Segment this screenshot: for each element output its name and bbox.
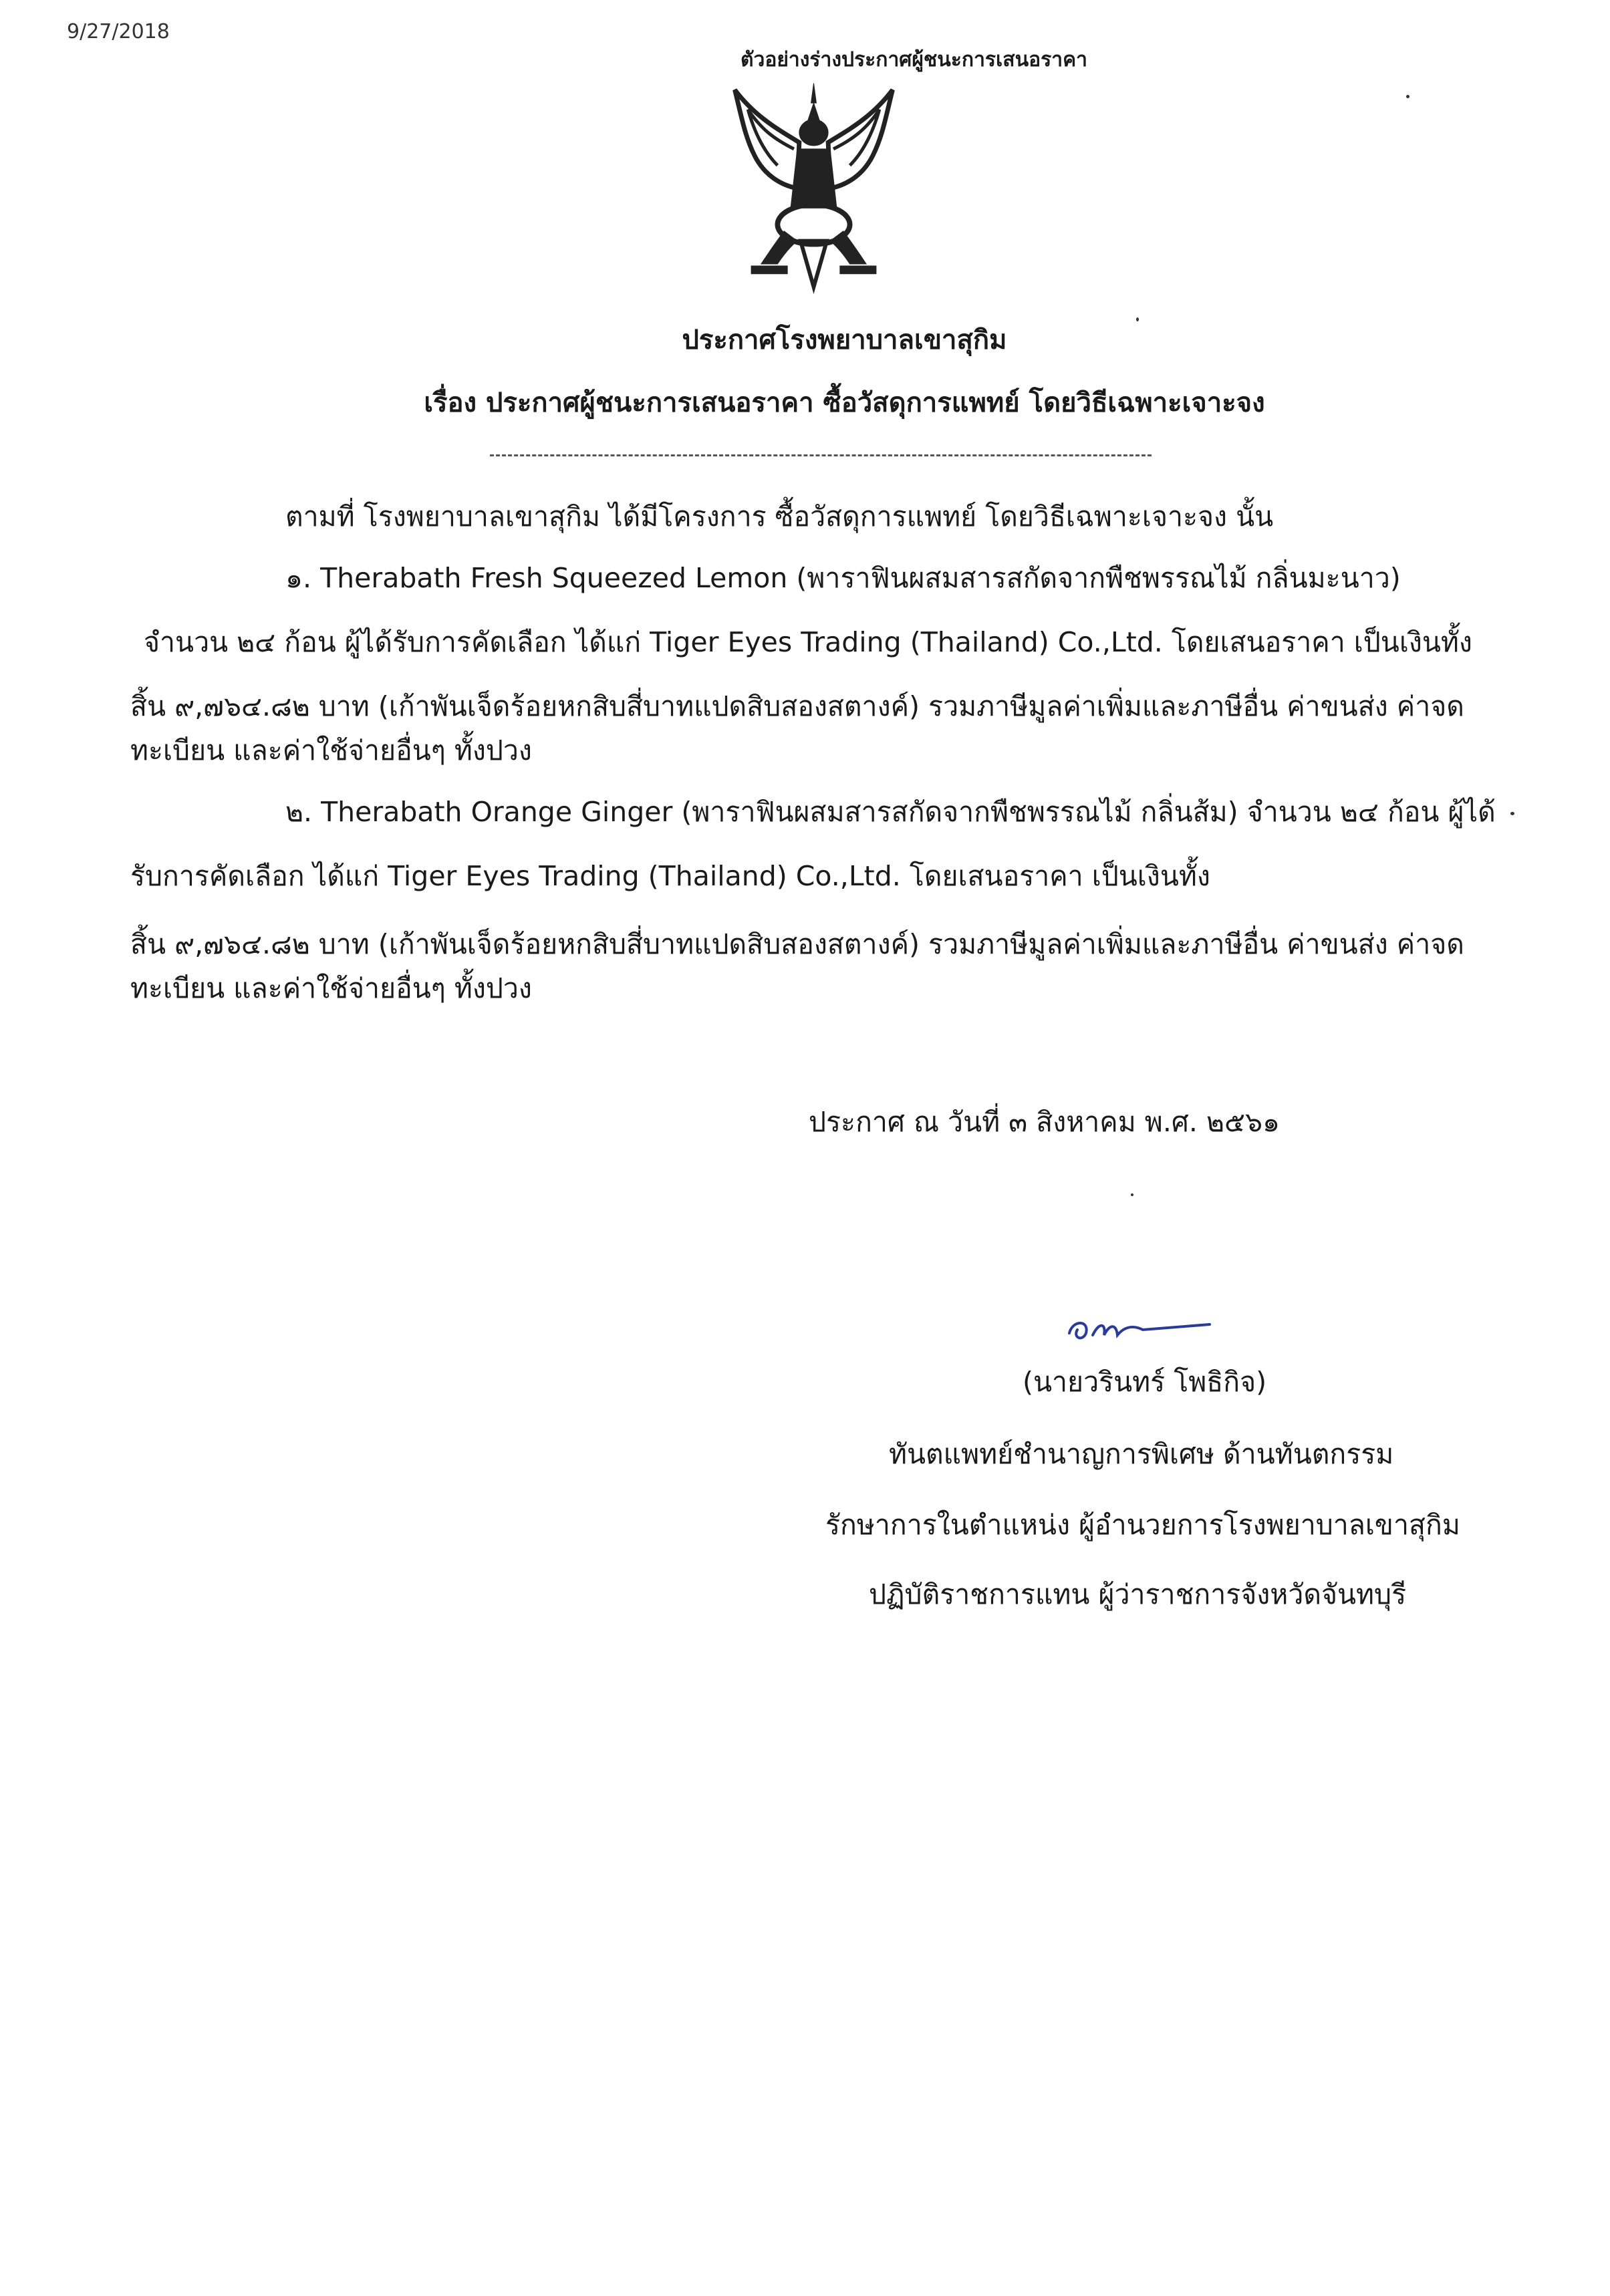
signer-position-3: ปฏิบัติราชการแทน ผู้ว่าราชการจังหวัดจันทบุรี bbox=[869, 1578, 1407, 1610]
item-1-line-4: ทะเบียน และค่าใช้จ่ายอื่นๆ ทั้งปวง bbox=[130, 734, 532, 766]
scan-speck bbox=[1131, 1193, 1133, 1196]
scan-speck bbox=[1136, 317, 1139, 321]
template-label: ตัวอย่างร่างประกาศผู้ชนะการเสนอราคา bbox=[741, 48, 1087, 71]
signer-name: (นายวรินทร์ โพธิกิจ) bbox=[1023, 1366, 1267, 1398]
item-2-line-2: รับการคัดเลือก ได้แก่ Tiger Eyes Trading (Thailand) Co.,Ltd. โดยเสนอราคา เป็นเงินทั้ง bbox=[130, 860, 1210, 892]
announcement-title: ประกาศโรงพยาบาลเขาสุกิม bbox=[682, 325, 1007, 355]
item-2-line-4: ทะเบียน และค่าใช้จ่ายอื่นๆ ทั้งปวง bbox=[130, 972, 532, 1004]
print-date: 9/27/2018 bbox=[67, 20, 170, 43]
item-1-line-2: จำนวน ๒๔ ก้อน ผู้ได้รับการคัดเลือก ได้แก่ Tiger Eyes Trading (Thailand) Co.,Ltd. โดยเสนอราคา เป็นเงินทั้ง bbox=[144, 626, 1472, 658]
divider-line bbox=[490, 454, 1152, 456]
announce-date: ประกาศ ณ วันที่ ๓ สิงหาคม พ.ศ. ๒๕๖๑ bbox=[809, 1106, 1281, 1138]
scan-speck bbox=[1510, 812, 1514, 815]
item-1-line-1: ๑. Therabath Fresh Squeezed Lemon (พาราฟินผสมสารสกัดจากพืชพรรณไม้ กลิ่นมะนาว) bbox=[285, 562, 1401, 594]
item-1-line-3: สิ้น ๙,๗๖๔.๘๒ บาท (เก้าพันเจ็ดร้อยหกสิบสี่บาทแปดสิบสองสตางค์) รวมภาษีมูลค่าเพิ่มและภาษีอื่น ค่าขนส่ง ค่าจด bbox=[130, 690, 1464, 722]
intro-paragraph: ตามที่ โรงพยาบาลเขาสุกิม ได้มีโครงการ ซื้อวัสดุการแพทย์ โดยวิธีเฉพาะเจาะจง นั้น bbox=[285, 500, 1274, 533]
item-2-line-1: ๒. Therabath Orange Ginger (พาราฟินผสมสารสกัดจากพืชพรรณไม้ กลิ่นส้ม) จำนวน ๒๔ ก้อน ผู้ได้ bbox=[285, 796, 1496, 828]
signer-position-1: ทันตแพทย์ชำนาญการพิเศษ ด้านทันตกรรม bbox=[889, 1438, 1394, 1470]
scan-speck bbox=[1406, 95, 1410, 98]
garuda-emblem bbox=[715, 75, 912, 295]
announcement-subject: เรื่อง ประกาศผู้ชนะการเสนอราคา ซื้อวัสดุการแพทย์ โดยวิธีเฉพาะเจาะจง bbox=[424, 388, 1265, 418]
handwritten-signature bbox=[1063, 1310, 1216, 1350]
item-2-line-3: สิ้น ๙,๗๖๔.๘๒ บาท (เก้าพันเจ็ดร้อยหกสิบสี่บาทแปดสิบสองสตางค์) รวมภาษีมูลค่าเพิ่มและภาษีอื่น ค่าขนส่ง ค่าจด bbox=[130, 928, 1464, 960]
signer-position-2: รักษาการในตำแหน่ง ผู้อำนวยการโรงพยาบาลเขาสุกิม bbox=[825, 1509, 1460, 1541]
